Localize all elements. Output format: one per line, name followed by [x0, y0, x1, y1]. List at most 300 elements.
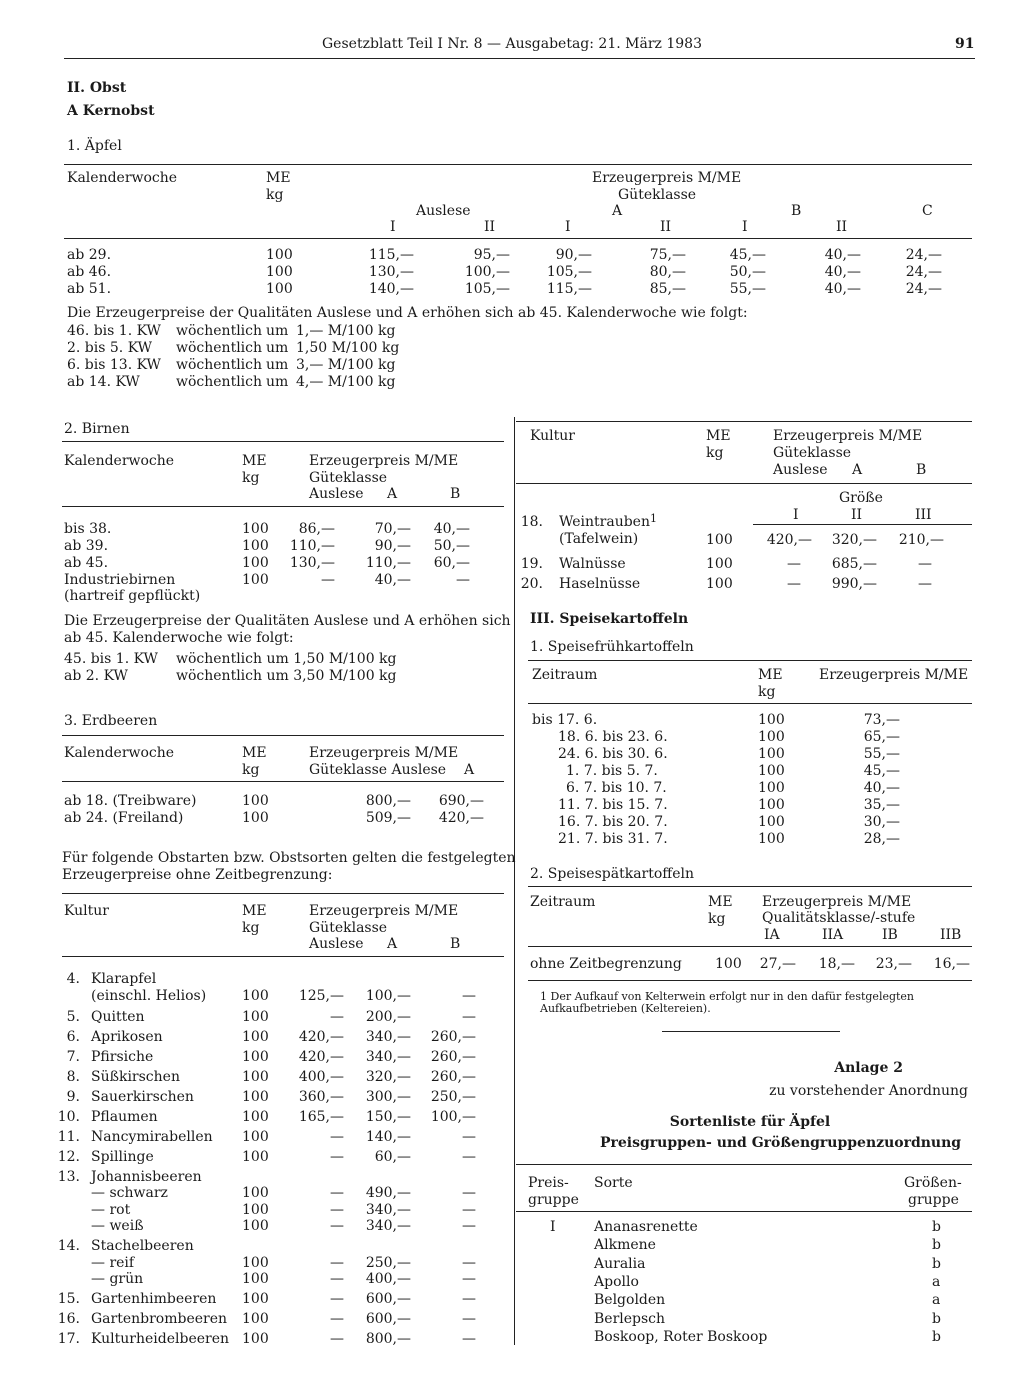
- aepfel-cell: ab 46.: [67, 264, 112, 280]
- spaet-head-rule: [528, 946, 972, 947]
- birnen-title: 2. Birnen: [64, 421, 130, 437]
- frueh-price: 55,—: [863, 746, 900, 762]
- obstarten-me: 100: [242, 1129, 269, 1145]
- aepfel-inc-amount: 1,50 M/100 kg: [296, 340, 400, 356]
- kultur-name: (Tafelwein): [559, 531, 639, 547]
- obstarten-name: Quitten: [91, 1009, 145, 1025]
- aepfel-top-rule: [64, 164, 972, 165]
- obstarten-auslese: —: [330, 1291, 344, 1307]
- obstarten-auslese: —: [330, 1255, 344, 1271]
- obstarten-num: 13.: [57, 1169, 80, 1185]
- birnen-note-2: ab 45. Kalenderwoche wie folgt:: [64, 630, 294, 646]
- obstarten-auslese: 360,—: [298, 1089, 344, 1105]
- spaet-head-ia: IA: [764, 927, 780, 943]
- birnen-cell: 100: [242, 538, 269, 554]
- spaet-head-qk: Qualitätsklasse/-stufe: [762, 910, 916, 926]
- frueh-me: 100: [758, 780, 785, 796]
- erdbeeren-head-ep: Erzeugerpreis M/ME: [309, 745, 459, 761]
- spaet-head-ib: IB: [882, 927, 898, 943]
- kultur-ii: 320,—: [831, 532, 877, 548]
- frueh-price: 28,—: [863, 831, 900, 847]
- obstarten-num: 8.: [66, 1069, 80, 1085]
- kultur-head-gk: Güteklasse: [773, 445, 852, 461]
- birnen-cell: 130,—: [289, 555, 335, 571]
- obstarten-auslese: —: [330, 1185, 344, 1201]
- obstarten-me: 100: [242, 1291, 269, 1307]
- spaet-iia: 18,—: [818, 956, 855, 972]
- anlage-title: Anlage 2: [834, 1060, 903, 1076]
- obstarten-name: Stachelbeeren: [91, 1238, 194, 1254]
- obstarten-a: 340,—: [365, 1029, 411, 1045]
- obstarten-num: 9.: [66, 1089, 80, 1105]
- obstarten-a: 100,—: [365, 988, 411, 1004]
- erdbeeren-cell: 800,—: [365, 793, 411, 809]
- erdbeeren-title: 3. Erdbeeren: [64, 713, 158, 729]
- spaet-head-kg: kg: [708, 911, 726, 927]
- obstarten-me: 100: [242, 1069, 269, 1085]
- aepfel-inc-amount: 1,— M/100 kg: [296, 323, 396, 339]
- birnen-head-me: ME: [242, 453, 267, 469]
- obstarten-b: —: [462, 1202, 476, 1218]
- frueh-head-kg: kg: [758, 684, 776, 700]
- spaet-zeit: ohne Zeitbegrenzung: [530, 956, 682, 972]
- birnen-cell: 100: [242, 521, 269, 537]
- frueh-me: 100: [758, 746, 785, 762]
- aepfel-cell: 24,—: [905, 264, 942, 280]
- obstarten-name: Johannisbeeren: [91, 1169, 202, 1185]
- frueh-zeitraum: 6. 7. bis 10. 7.: [566, 780, 667, 796]
- obstarten-me: 100: [242, 1029, 269, 1045]
- aepfel-inc-period: 6. bis 13. KW: [67, 357, 161, 373]
- aepfel-head-ep: Erzeugerpreis M/ME: [592, 170, 742, 186]
- obstarten-head-auslese: Auslese: [309, 936, 364, 952]
- aepfel-cell: 105,—: [464, 281, 510, 297]
- footnote-rule: [528, 980, 972, 981]
- obstarten-auslese: —: [330, 1331, 344, 1347]
- obstarten-num: 16.: [57, 1311, 80, 1327]
- obstarten-name: Sauerkirschen: [91, 1089, 194, 1105]
- obstarten-name: Spillinge: [91, 1149, 154, 1165]
- page-number: 91: [955, 36, 975, 52]
- aepfel-cell: 24,—: [905, 281, 942, 297]
- obstarten-num: 11.: [57, 1129, 80, 1145]
- aepfel-head-gk: Güteklasse: [618, 187, 697, 203]
- kultur-ii: 990,—: [831, 576, 877, 592]
- kultur-head-ep: Erzeugerpreis M/ME: [773, 428, 923, 444]
- kultur-name: Weintrauben: [559, 514, 650, 530]
- aepfel-head-ii2: II: [660, 219, 672, 235]
- obstarten-me: 100: [242, 1331, 269, 1347]
- obstarten-auslese: —: [330, 1271, 344, 1287]
- birnen-cell: 40,—: [374, 572, 411, 588]
- birnen-head-rule: [62, 506, 504, 507]
- obstarten-b: —: [462, 1255, 476, 1271]
- obstarten-b: —: [462, 1291, 476, 1307]
- spaet-head-iib: IIB: [940, 927, 962, 943]
- birnen-head-auslese: Auslese: [309, 486, 364, 502]
- kultur-me: 100: [706, 556, 733, 572]
- aepfel-cell: 115,—: [368, 247, 414, 263]
- aepfel-cell: 40,—: [824, 247, 861, 263]
- obstarten-me: 100: [242, 1009, 269, 1025]
- erdbeeren-cell: ab 24. (Freiland): [64, 810, 184, 826]
- birnen-cell: bis 38.: [64, 521, 112, 537]
- spaet-top-rule: [528, 886, 972, 887]
- birnen-head-ep: Erzeugerpreis M/ME: [309, 453, 459, 469]
- obstarten-auslese: —: [330, 1311, 344, 1327]
- birnen-row-extra: (hartreif gepflückt): [64, 588, 201, 604]
- aepfel-inc-um: um: [266, 340, 289, 356]
- obstarten-me: 100: [242, 988, 269, 1004]
- aepfel-head-c: C: [922, 203, 933, 219]
- obstarten-num: 15.: [57, 1291, 80, 1307]
- kultur-head-kg: kg: [706, 445, 724, 461]
- birnen-head-b: B: [450, 486, 461, 502]
- obstarten-b: —: [462, 1218, 476, 1234]
- aepfel-inc-weekly: wöchentlich: [176, 340, 263, 356]
- obstarten-head-gk: Güteklasse: [309, 920, 388, 936]
- birnen-cell: 50,—: [433, 538, 470, 554]
- frueh-zeitraum: 16. 7. bis 20. 7.: [558, 814, 668, 830]
- obstarten-top-rule: [62, 893, 504, 894]
- obstarten-name: — schwarz: [91, 1185, 168, 1201]
- frueh-me: 100: [758, 797, 785, 813]
- subsection-title-kernobst: A Kernobst: [67, 103, 155, 119]
- kultur-i: 420,—: [766, 532, 812, 548]
- obstarten-b: —: [462, 1271, 476, 1287]
- erdbeeren-head-rule: [62, 781, 504, 782]
- sorten-name: Belgolden: [594, 1292, 666, 1309]
- spaet-ib: 23,—: [875, 956, 912, 972]
- obstarten-me: 100: [242, 1149, 269, 1165]
- aepfel-cell: ab 51.: [67, 281, 112, 297]
- erdbeeren-head-kg: kg: [242, 762, 260, 778]
- obstarten-a: 340,—: [365, 1218, 411, 1234]
- aepfel-head-ii1: II: [484, 219, 496, 235]
- sorten-head-rule: [516, 1211, 972, 1212]
- birnen-head-gk: Güteklasse: [309, 470, 388, 486]
- aepfel-cell: 90,—: [555, 247, 592, 263]
- sorten-group: I: [550, 1219, 556, 1235]
- kultur-head-ii: II: [851, 507, 863, 523]
- obstarten-name: Gartenhimbeeren: [91, 1291, 217, 1307]
- obstarten-auslese: —: [330, 1202, 344, 1218]
- birnen-note-1: Die Erzeugerpreise der Qualitäten Auslese und A erhöhen sich: [64, 613, 511, 629]
- anlage-heading-1: Sortenliste für Äpfel: [669, 1114, 831, 1130]
- spaet-head-ep: Erzeugerpreis M/ME: [762, 894, 912, 910]
- obstarten-me: 100: [242, 1049, 269, 1065]
- aepfel-head-a: A: [612, 203, 623, 219]
- erdbeeren-top-rule: [62, 735, 504, 736]
- aepfel-cell: 140,—: [368, 281, 414, 297]
- birnen-cell: 60,—: [433, 555, 470, 571]
- birnen-inc-period: 45. bis 1. KW: [64, 651, 158, 667]
- frueh-zeitraum: 18. 6. bis 23. 6.: [558, 729, 668, 745]
- kultur-iii: 210,—: [898, 532, 944, 548]
- birnen-cell: 100: [242, 572, 269, 588]
- obstarten-intro-2: Erzeugerpreise ohne Zeitbegrenzung:: [62, 867, 333, 883]
- frueh-zeitraum: 24. 6. bis 30. 6.: [558, 746, 668, 762]
- aepfel-inc-weekly: wöchentlich: [176, 374, 263, 390]
- obstarten-num: 7.: [66, 1049, 80, 1065]
- footnote-line-2: Aufkaufbetrieben (Keltereien).: [540, 1002, 711, 1015]
- obstarten-name: Aprikosen: [91, 1029, 163, 1045]
- obstarten-name: Pfirsiche: [91, 1049, 154, 1065]
- obstarten-me: 100: [242, 1255, 269, 1271]
- sorten-name: Apollo: [594, 1273, 639, 1290]
- spaet-iib: 16,—: [933, 956, 970, 972]
- frueh-top-rule: [528, 660, 972, 661]
- obstarten-name: — grün: [91, 1271, 144, 1287]
- obstarten-num: 17.: [57, 1331, 80, 1347]
- obstarten-auslese: —: [330, 1149, 344, 1165]
- frueh-price: 30,—: [863, 814, 900, 830]
- obstarten-name: Süßkirschen: [91, 1069, 180, 1085]
- obstarten-intro-1: Für folgende Obstarten bzw. Obstsorten gelten die festgelegten: [62, 850, 516, 866]
- kultur-head-me: ME: [706, 428, 731, 444]
- obstarten-b: —: [462, 1129, 476, 1145]
- frueh-price: 45,—: [863, 763, 900, 779]
- sorten-head-gg1: Größen-: [904, 1175, 962, 1191]
- aepfel-cell: 100,—: [464, 264, 510, 280]
- kultur-i: —: [787, 576, 801, 592]
- erdbeeren-head-gk: Güteklasse Auslese: [309, 762, 447, 778]
- kultur-me: 100: [706, 576, 733, 592]
- obstarten-a: 600,—: [365, 1311, 411, 1327]
- obstarten-b: 260,—: [430, 1069, 476, 1085]
- kultur-iii: —: [918, 556, 932, 572]
- page-header-title: Gesetzblatt Teil I Nr. 8 — Ausgabetag: 21. März 1983: [322, 36, 702, 52]
- kultur-head-kultur: Kultur: [530, 428, 575, 444]
- kultur-me: 100: [706, 532, 733, 548]
- obstarten-num: 4.: [66, 971, 80, 987]
- obstarten-a: 60,—: [374, 1149, 411, 1165]
- sorten-head-pg2: gruppe: [528, 1192, 579, 1208]
- spaet-head-iia: IIA: [822, 927, 844, 943]
- obstarten-name: Pflaumen: [91, 1109, 158, 1125]
- sorten-name: Ananasrenette: [594, 1219, 698, 1235]
- obstarten-name: — weiß: [91, 1218, 144, 1234]
- obstarten-a: 400,—: [365, 1271, 411, 1287]
- obstarten-a: 140,—: [365, 1129, 411, 1145]
- obstarten-a: 800,—: [365, 1331, 411, 1347]
- aepfel-head-rule: [64, 238, 972, 239]
- obstarten-me: 100: [242, 1109, 269, 1125]
- birnen-inc-text: wöchentlich um 1,50 M/100 kg: [176, 651, 397, 667]
- obstarten-num: 12.: [57, 1149, 80, 1165]
- kultur-iii: —: [918, 576, 932, 592]
- frueh-head-me: ME: [758, 667, 783, 683]
- anlage-separator: [662, 1031, 840, 1032]
- erdbeeren-cell: 100: [242, 793, 269, 809]
- obstarten-b: —: [462, 1149, 476, 1165]
- frueh-head-rule: [528, 703, 972, 704]
- frueh-price: 35,—: [863, 797, 900, 813]
- kultur-num: 18.: [520, 514, 543, 530]
- obstarten-b: —: [462, 1331, 476, 1347]
- obstarten-auslese: 165,—: [298, 1109, 344, 1125]
- aepfel-inc-weekly: wöchentlich: [176, 323, 263, 339]
- obstarten-a: 490,—: [365, 1185, 411, 1201]
- aepfel-inc-um: um: [266, 374, 289, 390]
- obstarten-auslese: 420,—: [298, 1029, 344, 1045]
- aepfel-head-b: B: [791, 203, 802, 219]
- obstarten-a: 340,—: [365, 1049, 411, 1065]
- obstarten-a: 150,—: [365, 1109, 411, 1125]
- obstarten-name: Nancymirabellen: [91, 1129, 213, 1145]
- birnen-cell: ab 45.: [64, 555, 109, 571]
- frueh-zeitraum: 11. 7. bis 15. 7.: [558, 797, 668, 813]
- frueh-head-zeitraum: Zeitraum: [532, 667, 598, 683]
- obstarten-b: 100,—: [430, 1109, 476, 1125]
- birnen-cell: 110,—: [365, 555, 411, 571]
- aepfel-head-me: ME: [266, 170, 291, 186]
- sorten-top-rule: [516, 1164, 972, 1165]
- spaet-head-zeitraum: Zeitraum: [530, 894, 596, 910]
- obstarten-auslese: 400,—: [298, 1069, 344, 1085]
- erdbeeren-cell: 100: [242, 810, 269, 826]
- obstarten-b: 260,—: [430, 1049, 476, 1065]
- frueh-title: 1. Speisefrühkartoffeln: [530, 639, 694, 655]
- obstarten-head-kg: kg: [242, 920, 260, 936]
- obstarten-name: — rot: [91, 1202, 131, 1218]
- aepfel-inc-period: 46. bis 1. KW: [67, 323, 161, 339]
- header-rule: [64, 58, 975, 59]
- kultur-head-i: I: [793, 507, 799, 523]
- spaet-title: 2. Speisespätkartoffeln: [530, 866, 695, 882]
- erdbeeren-cell: ab 18. (Treibware): [64, 793, 197, 809]
- aepfel-cell: ab 29.: [67, 247, 112, 263]
- aepfel-head-i1: I: [390, 219, 396, 235]
- anlage-subtitle: zu vorstehender Anordnung: [769, 1083, 968, 1099]
- section-title-obst: II. Obst: [67, 80, 127, 96]
- obstarten-me: 100: [242, 1271, 269, 1287]
- obstarten-a: 300,—: [365, 1089, 411, 1105]
- obstarten-head-a: A: [387, 936, 398, 952]
- erdbeeren-cell: 420,—: [438, 810, 484, 826]
- aepfel-inc-amount: 3,— M/100 kg: [296, 357, 396, 373]
- obstarten-head-b: B: [450, 936, 461, 952]
- aepfel-head-i3: I: [742, 219, 748, 235]
- aepfel-cell: 85,—: [649, 281, 686, 297]
- obstarten-me: 100: [242, 1202, 269, 1218]
- column-divider: [514, 417, 515, 1345]
- aepfel-cell: 95,—: [473, 247, 510, 263]
- frueh-zeitraum: 1. 7. bis 5. 7.: [566, 763, 658, 779]
- obstarten-b: 260,—: [430, 1029, 476, 1045]
- footnote-line-1: 1 Der Aufkauf von Kelterwein erfolgt nur in den dafür festgelegten: [540, 990, 915, 1003]
- aepfel-head-ii3: II: [836, 219, 848, 235]
- sorten-name: Auralia: [594, 1255, 646, 1272]
- birnen-cell: Industriebirnen: [64, 572, 176, 588]
- sorten-size: b: [932, 1219, 941, 1235]
- erdbeeren-head-kw: Kalenderwoche: [64, 745, 175, 761]
- aepfel-cell: 130,—: [368, 264, 414, 280]
- aepfel-cell: 100: [266, 281, 293, 297]
- frueh-me: 100: [758, 831, 785, 847]
- footnote-marker: 1: [650, 512, 657, 525]
- obstarten-head-rule: [62, 956, 504, 957]
- frueh-me: 100: [758, 729, 785, 745]
- obstarten-a: 200,—: [365, 1009, 411, 1025]
- sorten-size: b: [932, 1255, 941, 1272]
- obstarten-num: 10.: [57, 1109, 80, 1125]
- birnen-head-kg: kg: [242, 470, 260, 486]
- aepfel-cell: 75,—: [649, 247, 686, 263]
- kultur-head-groesse: Größe: [839, 490, 883, 506]
- aepfel-cell: 115,—: [546, 281, 592, 297]
- obstarten-name: Klarapfel: [91, 971, 157, 987]
- birnen-cell: 110,—: [289, 538, 335, 554]
- aepfel-inc-period: 2. bis 5. KW: [67, 340, 153, 356]
- obstarten-me: 100: [242, 1089, 269, 1105]
- aepfel-cell: 80,—: [649, 264, 686, 280]
- obstarten-b: —: [462, 988, 476, 1004]
- sorten-size: a: [932, 1292, 941, 1309]
- obstarten-num: 6.: [66, 1029, 80, 1045]
- birnen-inc-period: ab 2. KW: [64, 668, 128, 684]
- birnen-cell: —: [321, 572, 335, 588]
- frueh-zeitraum: bis 17. 6.: [532, 712, 598, 728]
- birnen-cell: 40,—: [433, 521, 470, 537]
- erdbeeren-cell: 509,—: [365, 810, 411, 826]
- birnen-cell: 70,—: [374, 521, 411, 537]
- obstarten-head-kultur: Kultur: [64, 903, 109, 919]
- obstarten-a: 340,—: [365, 1202, 411, 1218]
- kultur-num: 19.: [520, 556, 543, 572]
- obstarten-name: Kulturheidelbeeren: [91, 1331, 230, 1347]
- section-title-kartoffeln: III. Speisekartoffeln: [530, 611, 689, 627]
- obstarten-num: 14.: [57, 1238, 80, 1254]
- aepfel-cell: 105,—: [546, 264, 592, 280]
- kultur-ii: 685,—: [831, 556, 877, 572]
- kultur-i: —: [787, 556, 801, 572]
- aepfel-title: 1. Äpfel: [67, 138, 122, 154]
- spaet-ia: 27,—: [759, 956, 796, 972]
- birnen-cell: 90,—: [374, 538, 411, 554]
- obstarten-name: — reif: [91, 1255, 135, 1271]
- obstarten-auslese: 420,—: [298, 1049, 344, 1065]
- aepfel-inc-um: um: [266, 357, 289, 373]
- spaet-me: 100: [715, 956, 742, 972]
- sorten-name: Berlepsch: [594, 1310, 666, 1327]
- sorten-head-sorte: Sorte: [594, 1175, 633, 1191]
- birnen-cell: 100: [242, 555, 269, 571]
- obstarten-b: —: [462, 1009, 476, 1025]
- obstarten-b: —: [462, 1311, 476, 1327]
- aepfel-cell: 100: [266, 264, 293, 280]
- erdbeeren-head-me: ME: [242, 745, 267, 761]
- aepfel-head-auslese: Auslese: [416, 203, 471, 219]
- kultur-head-b: B: [916, 462, 927, 478]
- birnen-inc-text: wöchentlich um 3,50 M/100 kg: [176, 668, 397, 684]
- erdbeeren-head-a: A: [464, 762, 475, 778]
- frueh-me: 100: [758, 712, 785, 728]
- sorten-name: Boskoop, Roter Boskoop: [594, 1328, 768, 1345]
- birnen-cell: —: [456, 572, 470, 588]
- kultur-head-auslese: Auslese: [773, 462, 828, 478]
- obstarten-b: 250,—: [430, 1089, 476, 1105]
- obstarten-head-ep: Erzeugerpreis M/ME: [309, 903, 459, 919]
- aepfel-cell: 50,—: [729, 264, 766, 280]
- obstarten-name: Gartenbrombeeren: [91, 1311, 228, 1327]
- kultur-groesse-rule: [753, 524, 972, 525]
- anlage-heading-2: Preisgruppen- und Größengruppenzuordnung: [600, 1135, 962, 1151]
- obstarten-auslese: —: [330, 1218, 344, 1234]
- obstarten-num: 5.: [66, 1009, 80, 1025]
- obstarten-a: 320,—: [365, 1069, 411, 1085]
- birnen-top-rule: [62, 441, 504, 442]
